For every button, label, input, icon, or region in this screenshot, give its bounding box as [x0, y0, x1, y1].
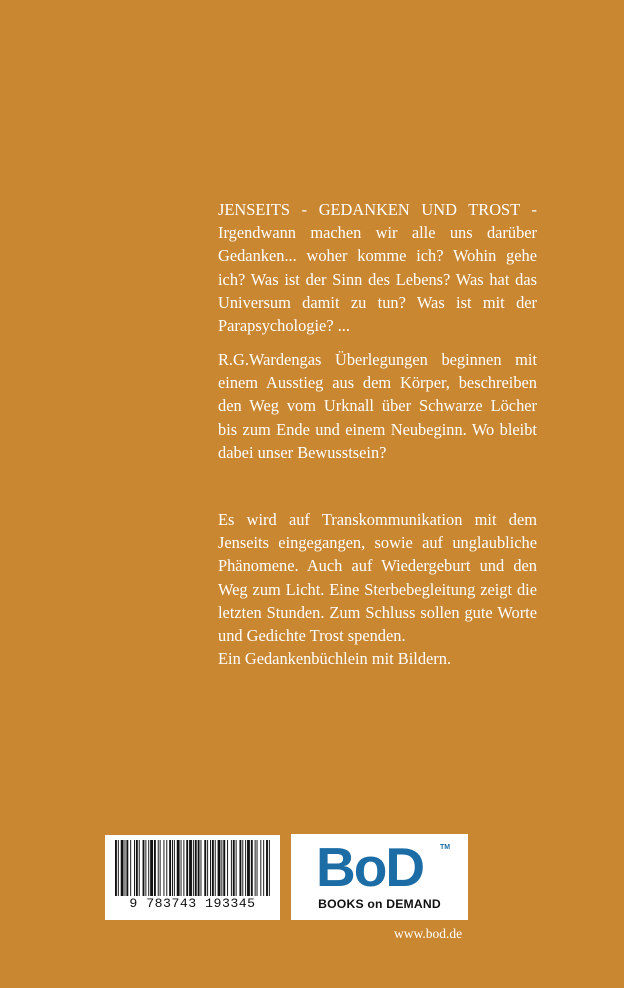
barcode-bar — [223, 840, 225, 896]
barcode-bar — [251, 840, 253, 896]
bod-logo-box — [291, 834, 468, 920]
barcode-bar — [231, 840, 232, 896]
barcode-bar — [201, 840, 202, 896]
barcode-bar — [136, 840, 138, 896]
barcode-bar — [263, 840, 264, 896]
barcode-bar — [255, 840, 256, 896]
barcode-bar — [227, 840, 228, 896]
barcode-bar — [130, 840, 131, 896]
barcode-bar — [236, 840, 237, 896]
barcode-bar — [186, 840, 188, 896]
barcode-bar — [242, 840, 243, 896]
barcode-bar — [154, 840, 156, 896]
barcode-bar — [166, 840, 167, 896]
blurb-text-2: R.G.Wardengas Überlegungen beginnen mit einem Ausstieg aus dem Körper, beschreiben den Weg vom Urknall über Schwarze Löcher bis zum Ende und einem Neubeginn. Wo bleibt dabei unser Bewusstsein? — [218, 350, 537, 462]
publisher-url: www.bod.de — [394, 926, 463, 941]
blurb-text-3-last: Ein Gedankenbüchlein mit Bildern. — [218, 649, 452, 669]
barcode-bar — [177, 840, 180, 896]
barcode-bar — [134, 840, 135, 896]
bod-logo: BoD — [316, 836, 424, 898]
bod-subtitle: BOOKS on DEMAND — [318, 897, 441, 911]
barcode-bar — [210, 840, 211, 896]
barcode-bar — [118, 840, 119, 896]
barcode-bar — [148, 840, 149, 896]
blurb-paragraph-3 — [218, 508, 537, 670]
barcode-bar — [239, 840, 241, 896]
barcode-bar — [143, 840, 145, 896]
barcode-bar — [218, 840, 221, 896]
barcode-bar — [126, 840, 128, 896]
barcode-bar — [169, 840, 171, 896]
barcode-bars — [113, 840, 272, 896]
barcode-bar — [160, 840, 161, 896]
blurb-text-3: Es wird auf Transkommunikation mit dem Jenseits eingegangen, sowie auf unglaubliche Phänomene. Auch auf Wiedergeburt und den Weg zum Licht. Eine Sterbebegleitung zeigt die letzten Stunden. Zum Schluss sollen gute Worte und Gedichte Trost spenden. — [218, 510, 537, 646]
barcode-bar — [145, 840, 146, 896]
barcode-bar — [257, 840, 258, 896]
barcode-bar — [198, 840, 200, 896]
barcode-bar — [221, 840, 222, 896]
barcode-bar — [193, 840, 194, 896]
barcode-bar — [115, 840, 117, 896]
blurb-text-1: JENSEITS - GEDANKEN UND TROST - Irgendwann machen wir alle uns darüber Gedanken... woher komme ich? Wohin gehe ich? Was ist der Sinn des Lebens? Was hat das Universum damit zu tun? Was ist mit der Parapsychologie? ... — [218, 200, 537, 336]
barcode-bar — [163, 840, 164, 896]
barcode-bar — [207, 840, 208, 896]
barcode-bar — [233, 840, 235, 896]
barcode-bar — [269, 840, 270, 896]
barcode-bar — [266, 840, 268, 896]
barcode-bar — [183, 840, 184, 896]
barcode-bar — [139, 840, 140, 896]
barcode-bar — [172, 840, 173, 896]
blurb-paragraph-1 — [218, 198, 537, 337]
barcode-bar — [260, 840, 261, 896]
barcode-bar — [195, 840, 197, 896]
isbn-barcode — [105, 835, 280, 920]
isbn-number: 9 783743 193345 — [129, 896, 256, 911]
blurb-paragraph-2 — [218, 348, 537, 464]
barcode-bar — [121, 840, 124, 896]
barcode-bar — [204, 840, 206, 896]
barcode-bar — [125, 840, 126, 896]
barcode-bar — [174, 840, 175, 896]
barcode-bar — [150, 840, 153, 896]
barcode-bar — [181, 840, 182, 896]
barcode-bar — [247, 840, 250, 896]
barcode-bar — [215, 840, 216, 896]
trademark-mark: TM — [440, 844, 451, 851]
barcode-bar — [245, 840, 246, 896]
barcode-bar — [158, 840, 159, 896]
barcode-bar — [212, 840, 214, 896]
barcode-bar — [189, 840, 192, 896]
